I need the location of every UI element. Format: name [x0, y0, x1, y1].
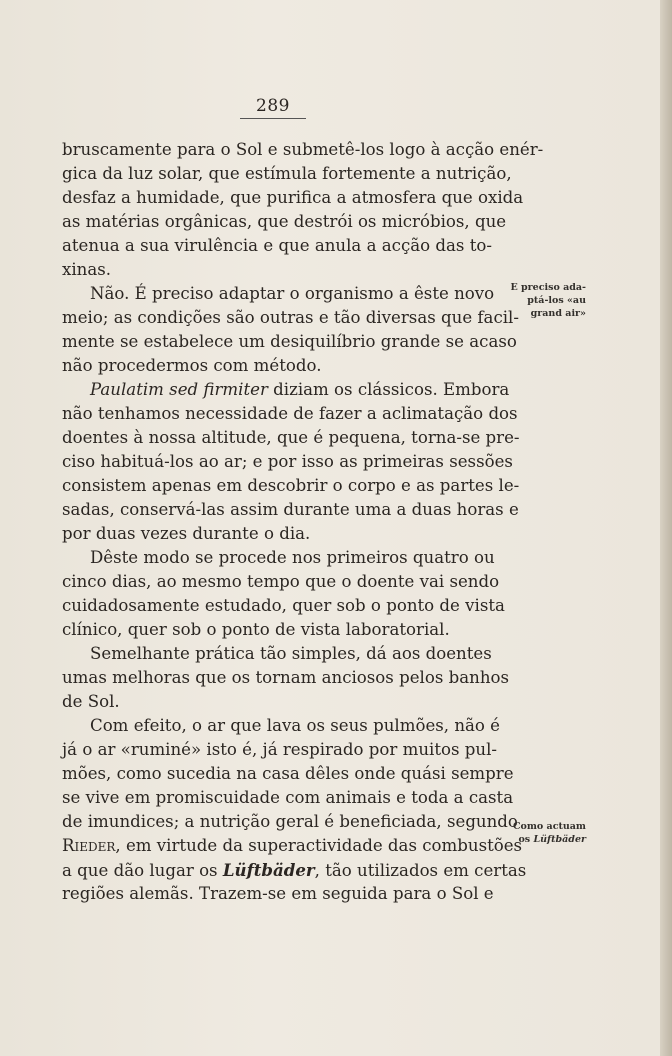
text-line: cinco dias, ao mesmo tempo que o doente vai sendo [62, 572, 500, 591]
text-line: de Sol. [62, 692, 120, 711]
text-line: não procedermos com método. [62, 356, 322, 375]
margin-note-line: grand air» [530, 308, 586, 319]
text-line [90, 380, 510, 400]
text-line [62, 836, 523, 856]
text-line: já o ar «ruminé» isto é, já respirado por muitos pul- [62, 740, 497, 759]
text-span: a que dão lugar os [62, 861, 223, 880]
german-term: Lüftbäder [222, 860, 315, 880]
text-span: , em virtude da superactividade das combustões [115, 836, 523, 855]
text-line: clínico, quer sob o ponto de vista laboratorial. [62, 620, 450, 639]
text-line: xinas. [62, 260, 112, 279]
margin-note [500, 820, 586, 846]
page-number: 289 [240, 96, 306, 119]
text-line: doentes à nossa altitude, que é pequena, torna-se pre- [62, 428, 520, 447]
text-line: mente se estabelece um desiquilíbrio grande se acaso [62, 332, 517, 351]
margin-note-line [500, 833, 586, 846]
text-line: bruscamente para o Sol e submetê-los logo à acção enér- [62, 140, 544, 159]
text-line: de imundices; a nutrição geral é beneficiada, segundo [62, 812, 518, 831]
text-line: por duas vezes durante o dia. [62, 524, 311, 543]
text-line: regiões alemãs. Trazem-se em seguida para o Sol e [62, 884, 494, 903]
text-line: Semelhante prática tão simples, dá aos doentes [90, 644, 492, 663]
text-span: , tão utilizados em certas [314, 861, 527, 880]
text-line: Com efeito, o ar que lava os seus pulmões, não é [90, 716, 500, 735]
margin-note-line: Como actuam [512, 821, 586, 832]
text-span: os [518, 834, 534, 845]
text-line: ciso habituá-los ao ar; e por isso as primeiras sessões [62, 452, 513, 471]
text-line: meio; as condições são outras e tão diversas que facil- [62, 308, 519, 327]
text-line: as matérias orgânicas, que destrói os micróbios, que [62, 212, 507, 231]
text-line: cuidadosamente estudado, quer sob o ponto de vista [62, 596, 505, 615]
page-edge [660, 0, 672, 1056]
text-line: sadas, conservá-las assim durante uma a duas horas e [62, 500, 519, 519]
text-line: desfaz a humidade, que purifica a atmosfera que oxida [62, 188, 524, 207]
text-line: gica da luz solar, que estímula fortemente a nutrição, [62, 164, 512, 183]
text-line: mões, como sucedia na casa dêles onde quási sempre [62, 764, 514, 783]
margin-note-line: E preciso ada- [510, 282, 586, 293]
text-line: atenua a sua virulência e que anula a acção das to- [62, 236, 492, 255]
text-line: Dêste modo se procede nos primeiros quatro ou [90, 548, 495, 567]
text-line: umas melhoras que os tornam anciosos pelos banhos [62, 668, 510, 687]
text-line [62, 860, 527, 881]
margin-note-line: ptá-los «au [527, 295, 586, 306]
margin-note [500, 281, 586, 320]
latin-phrase: Paulatim sed firmiter [90, 380, 268, 399]
text-line: se vive em promiscuidade com animais e toda a casta [62, 788, 514, 807]
text-line: consistem apenas em descobrir o corpo e as partes le- [62, 476, 520, 495]
text-span: diziam os clássicos. Embora [267, 380, 510, 399]
author-name: Rieder [62, 836, 116, 855]
text-line: não tenhamos necessidade de fazer a aclimatação dos [62, 404, 518, 423]
text-line: Não. É preciso adaptar o organismo a êste novo [90, 284, 495, 303]
margin-term: Lüftbäder [533, 834, 586, 845]
